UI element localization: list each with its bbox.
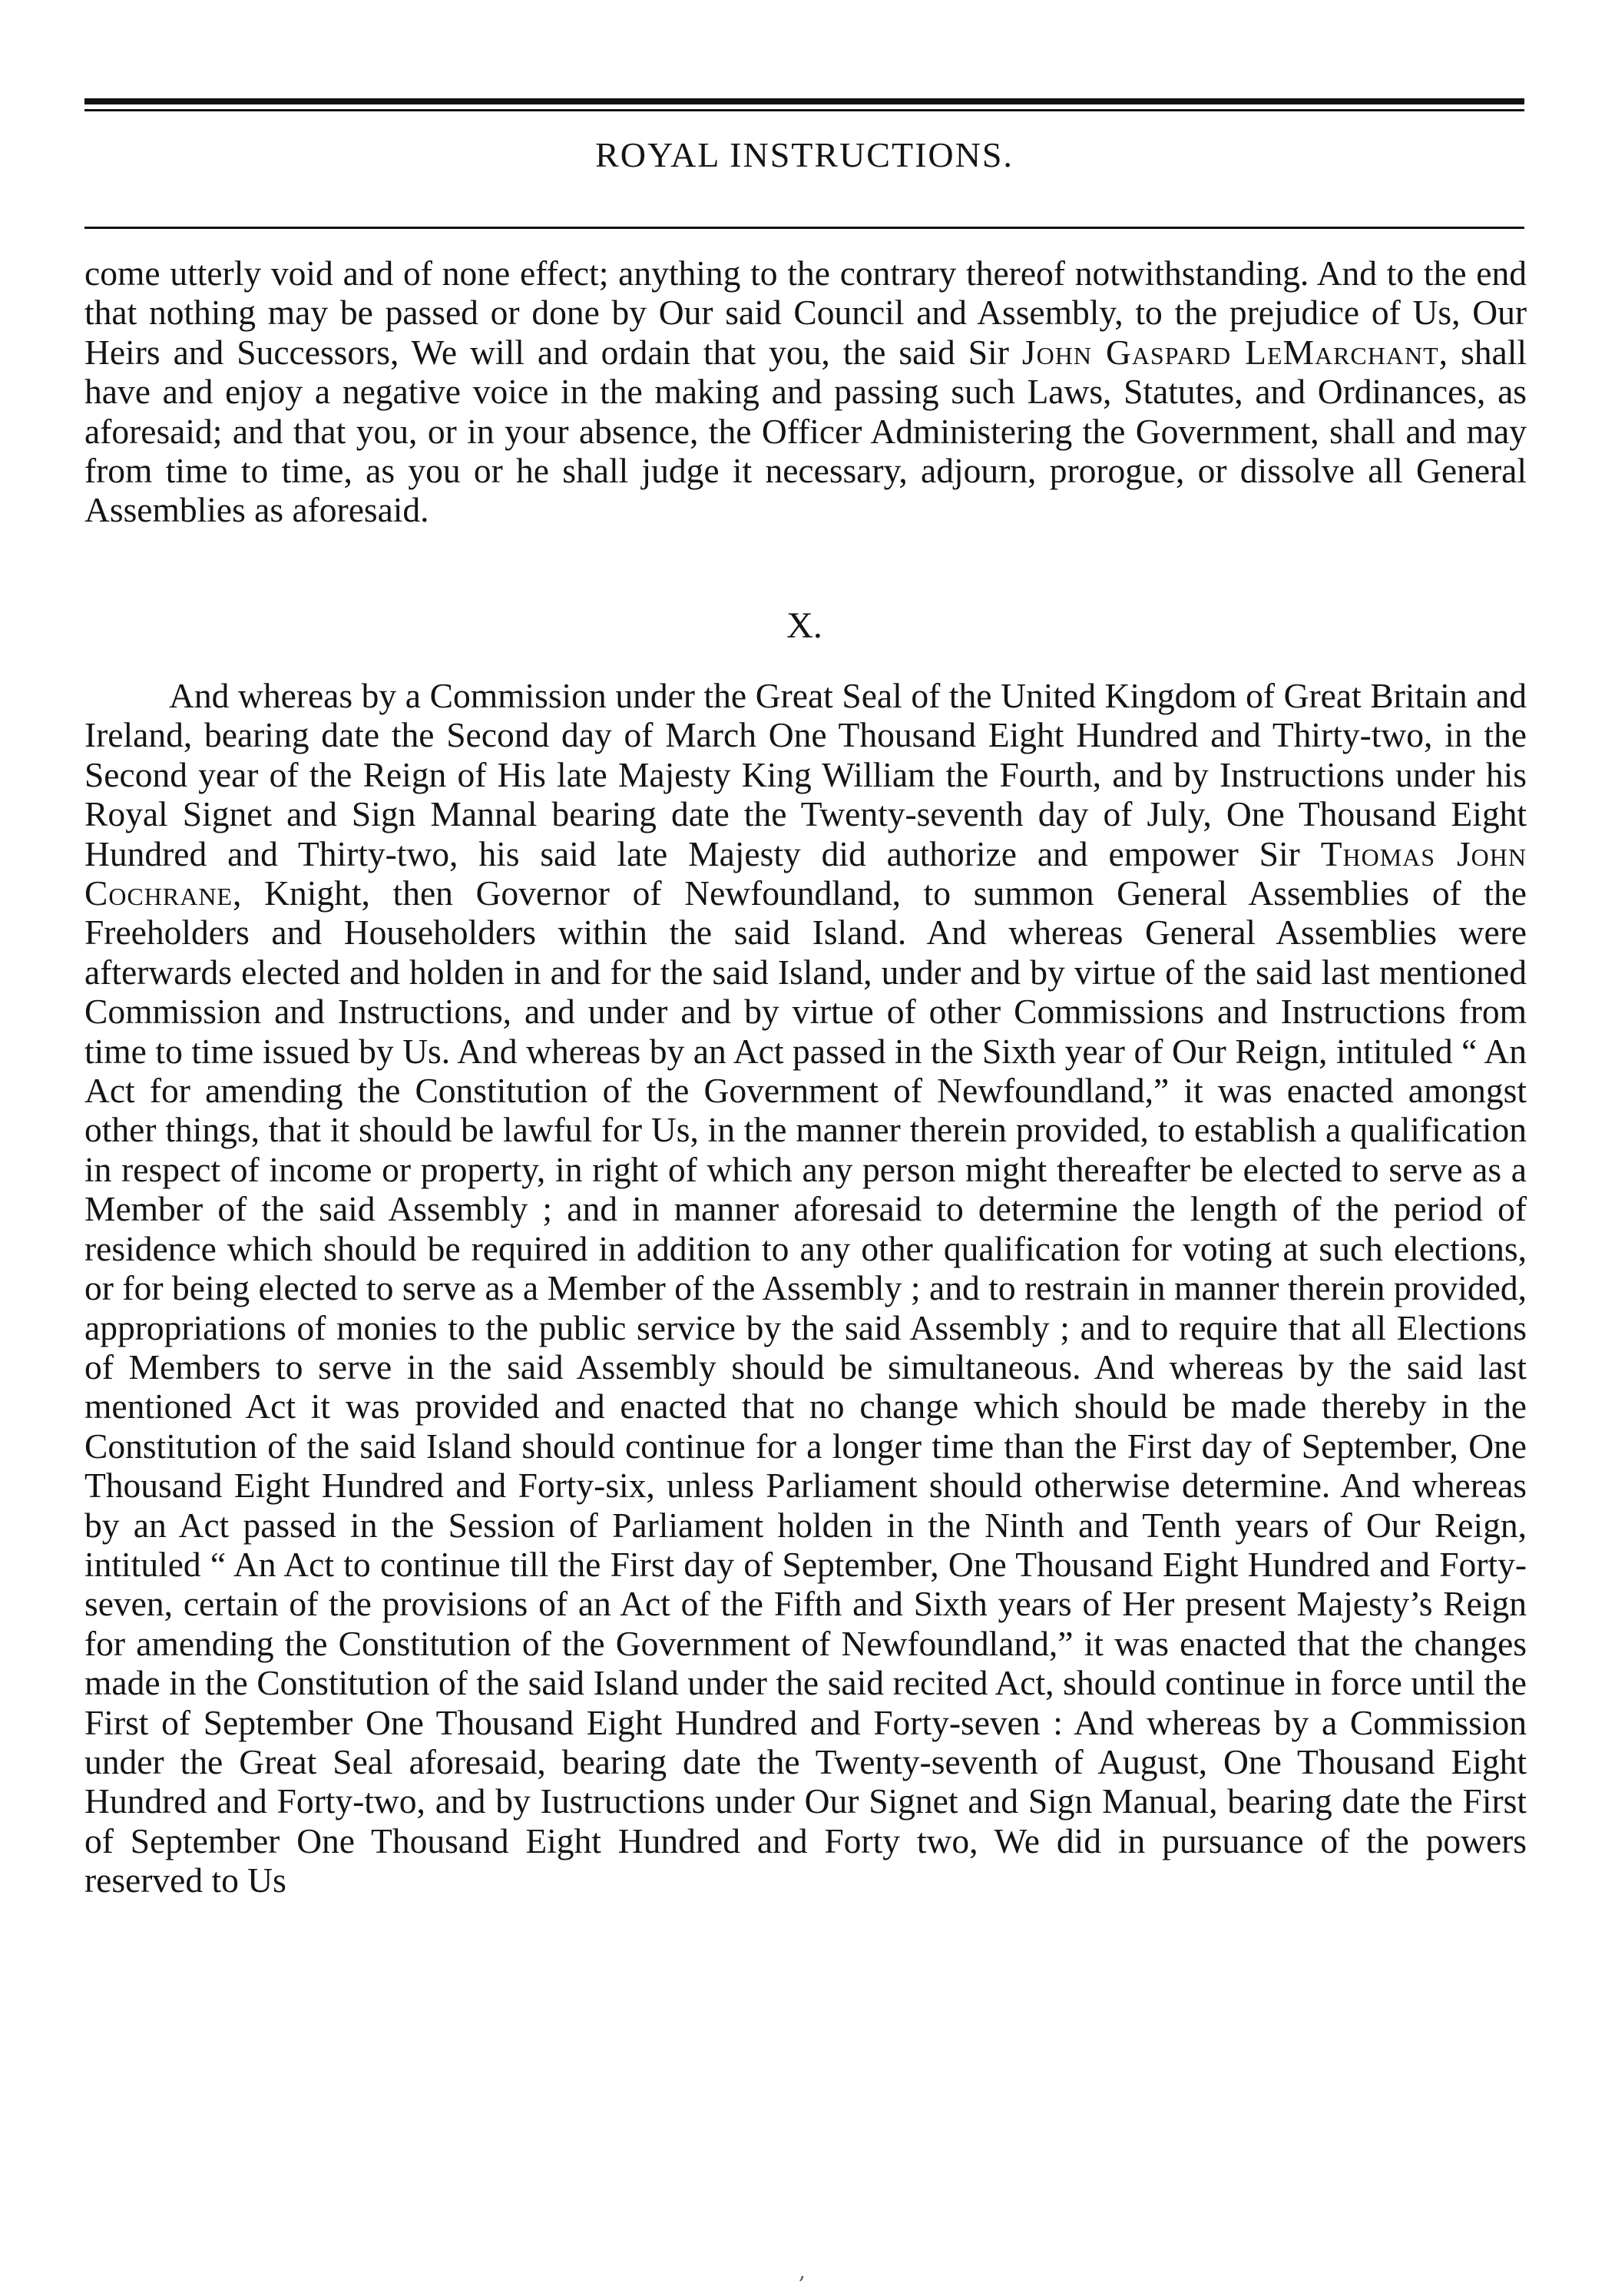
section-text-2: , Knight, then Governor of Newfoundland, to summon General Assemblies of the Freeholders and Householders within the said Island. And whereas General Assemblies were afterwards elected and holden in and for the said Island, under and by virtue of the said last mentioned Commission and Instructions, and under and by virtue of other Commissions and Instructions from time to time issued by Us. And whereas by an Act passed in the Sixth year of Our Reign, intituled “ An Act for amending the Constitution of the Government of Newfoundland,” it was enacted amongst other things, that it should be lawful for Us, in the manner therein provided, to establish a qualification in respect of income or property, in right of which any person might thereafter be elected to serve as a Member of the said Assembly ; and in manner aforesaid to determine the length of the period of residence which should be required in addition to any other qualification for voting at such elections, or for being elected to serve as a Member of the Assembly ; and to restrain in manner therein provided, appropriations of monies to the public service by the said Assembly ; and to require that all Elections of Members to serve in the said Assembly should be simultaneous. And whereas by the said last mentioned Act it was provided and enacted that no change which should be made thereby in the Constitution of the said Island should continue for a longer time than the First day of September, One Thousand Eight Hundred and Forty-six, unless Parliament should otherwise determine. And whereas by an Act passed in the Session of Parliament holden in the Ninth and Tenth years of Our Reign, intituled “ An Act to continue till the First day of September, One Thousand Eight Hundred and Forty-seven, certain of the provisions of an Act of the Fifth and Sixth years of Her present Majesty’s Reign for amending the Constitution of the Government of Newfoundland,” it was enacted that the changes made in the Constitution of the said Island under the said recited Act, should continue in force until the First of September One Thousand Eight Hundred and Forty-seven : And whereas by a Commission under the Great Seal aforesaid, bearing date the Twenty-seventh of August, One Thousand Eight Hundred and Forty-two, and by Iustructions under Our Signet and Sign Manual, bearing date the First of September One Thousand Eight Hundred and Forty two, We did in pursuance of the powers reserved to Us xyxy=(84,873,1527,1900)
continuation-text-1: come utterly void and of none effect; anything to the contrary thereof notwithstanding. And to the end that nothing may be passed or done by Our said Council and Assembly, to the prejudice of Us, Our Heirs and Successors, We will and ordain that you, the said Sir xyxy=(84,253,1527,372)
top-double-rule-thick xyxy=(84,98,1524,104)
running-title: ROYAL INSTRUCTIONS. xyxy=(595,135,1014,174)
section-number: X. xyxy=(786,605,822,646)
section-paragraph xyxy=(84,676,1527,1900)
top-double-rule-thin xyxy=(84,109,1524,111)
governor-name: John Gaspard LeMarchant xyxy=(1021,332,1439,372)
continuation-text-2: , shall have and enjoy a negative voice in the making and passing such Laws, Statutes, and Ordinances, as aforesaid; and that you, or in your absence, the Officer Administering the Government, shall and may from time to time, as you or he shall judge it necessary, adjourn, prorogue, or dissolve all General Assemblies as aforesaid. xyxy=(84,332,1527,530)
printer-mark: , xyxy=(799,2258,806,2284)
header-rule xyxy=(84,227,1524,229)
former-governor-name: Thomas John Cochrane xyxy=(84,833,1527,913)
continuation-paragraph xyxy=(84,253,1527,530)
section-text-1: And whereas by a Commission under the Great Seal of the United Kingdom of Great Britain and Ireland, bearing date the Second day of March One Thousand Eight Hundred and Thirty-two, in the Second year of the Reign of His late Majesty King William the Fourth, and by Instructions under his Royal Signet and Sign Mannal bearing date the Twenty-seventh day of July, One Thousand Eight Hundred and Thirty-two, his said late Majesty did authorize and empower Sir xyxy=(84,676,1527,873)
